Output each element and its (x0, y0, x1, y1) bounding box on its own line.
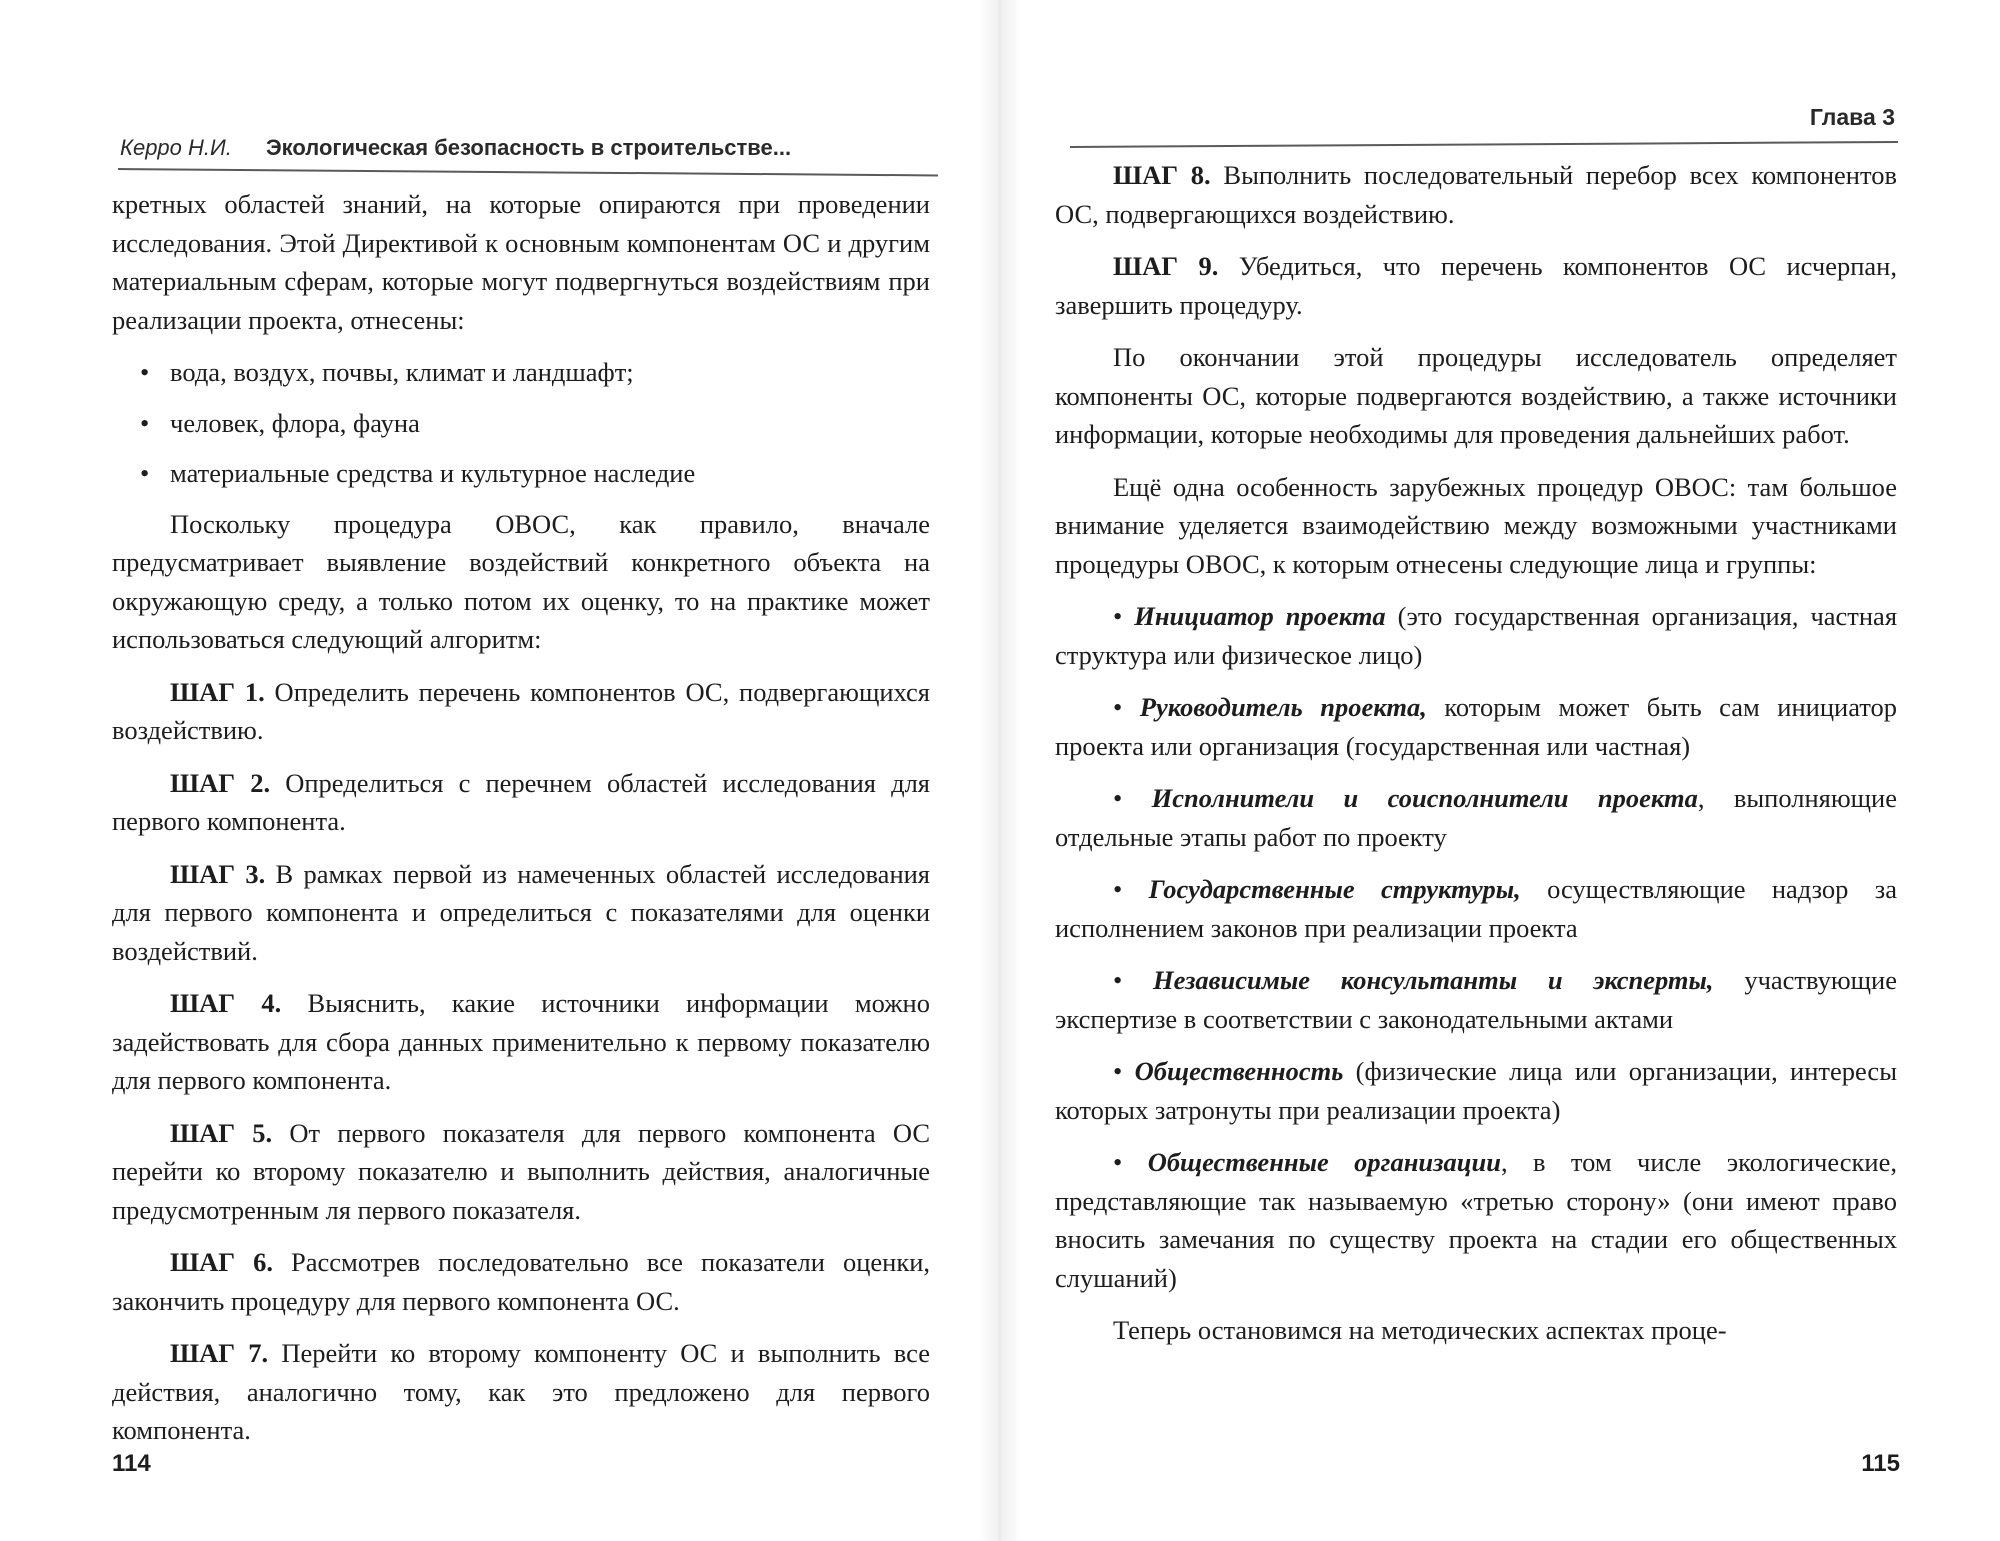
chapter-heading: Глава 3 (1809, 104, 1895, 130)
bullet-icon: • (1113, 874, 1123, 904)
step-5 (112, 1114, 930, 1230)
role-name: Независимые консультанты и эксперты, (1153, 965, 1714, 995)
algorithm-paragraph: Поскольку процедура ОВОС, как правило, вначале предусматривает выявление воздействий конкретного объекта на окружающую среду, а только потом их оценку, то на практике может использоваться следующий алгоритм: (112, 508, 930, 654)
closing-paragraph: Теперь остановимся на методических аспектах проце- (1113, 1315, 1727, 1345)
bullet-icon: • (1113, 692, 1123, 722)
components-list (112, 353, 930, 493)
list-item-text: материальные средства и культурное наследие (170, 458, 696, 488)
role-initiator (1055, 597, 1897, 674)
bullet-icon: • (1113, 601, 1123, 631)
bullet-icon: • (1113, 965, 1123, 995)
role-name: Исполнители и соисполнители проекта (1151, 783, 1698, 813)
step-text: Определиться с перечнем областей исследования для первого компонента. (112, 767, 930, 836)
role-name: Инициатор проекта (1134, 601, 1386, 631)
role-name: Общественность (1134, 1056, 1344, 1086)
step-text: Рассмотрев последовательно все показатели оценки, закончить процедуру для первого компонента ОС. (112, 1247, 930, 1316)
book-title: Экологическая безопасность в строительстве... (266, 135, 792, 160)
step-1 (112, 673, 930, 750)
step-text: Определить перечень компонентов ОС, подвергающихся воздействию. (112, 676, 930, 745)
role-manager (1055, 688, 1897, 765)
left-header-rule (118, 168, 938, 176)
page-number-right: 115 (1861, 1450, 1900, 1477)
step-text: Выполнить последовательный перебор всех компонентов ОС, подвергающихся воздействию. (1055, 160, 1897, 229)
step-7 (112, 1334, 930, 1450)
role-name: Руководитель проекта, (1139, 692, 1427, 722)
step-text: Перейти ко второму компоненту ОС и выполнить все действия, аналогично тому, как это предложено для первого компонента. (112, 1338, 930, 1445)
left-page (0, 0, 990, 1541)
role-text: (это государственная организация, частная структура или физическое лицо) (1055, 601, 1898, 670)
step-label: ШАГ 4. (170, 988, 282, 1018)
step-3 (112, 855, 930, 971)
step-label: ШАГ 5. (170, 1117, 273, 1148)
left-running-head (120, 135, 791, 161)
page-number-left: 114 (112, 1450, 151, 1477)
bullet-icon: • (1113, 1056, 1123, 1086)
step-8 (1055, 156, 1897, 233)
list-item (112, 404, 930, 443)
step-6 (112, 1243, 930, 1320)
participants-paragraph: Ещё одна особенность зарубежных процедур ОВОС: там большое внимание уделяется взаимодействию между возможными участниками процедуры ОВОС, к которым отнесены следующие лица и группы: (1055, 471, 1897, 579)
left-text-block (112, 185, 930, 1464)
step-text: В рамках первой из намеченных областей исследования для первого компонента и определиться с показателями для оценки воздействий. (112, 858, 930, 966)
list-item-text: человек, флора, фауна (170, 407, 420, 438)
step-label: ШАГ 7. (170, 1338, 269, 1368)
list-item-text: вода, воздух, почвы, климат и ландшафт; (170, 357, 634, 387)
step-label: ШАГ 1. (170, 676, 265, 707)
bullet-icon: • (1113, 1147, 1123, 1177)
list-item (112, 454, 930, 493)
right-text-block (1055, 156, 1897, 1364)
author-name: Керро Н.И. (120, 135, 232, 160)
role-text: , выполняющие отдельные этапы работ по проекту (1055, 783, 1897, 852)
step-label: ШАГ 3. (170, 858, 266, 889)
bullet-icon: • (140, 357, 150, 387)
list-item (112, 353, 930, 392)
role-text: , в том числе экологические, представляющие так называемую «третью сторону» (они имеют право вносить замечания по существу проекта на стадии его общественных слушаний) (1055, 1147, 1897, 1293)
role-name: Общественные организации (1147, 1147, 1501, 1177)
step-text: Убедиться, что перечень компонентов ОС исчерпан, завершить процедуру. (1055, 251, 1897, 320)
role-text: (физические лица или организации, интересы которых затронуты при реализации проекта) (1055, 1056, 1898, 1125)
role-executors (1055, 779, 1897, 856)
step-2 (112, 764, 930, 841)
result-paragraph: По окончании этой процедуры исследователь определяет компоненты ОС, которые подвергаются воздействию, а также источники информации, которые необходимы для проведения дальнейших работ. (1055, 342, 1897, 449)
step-label: ШАГ 9. (1113, 251, 1219, 281)
role-name: Государственные структуры, (1148, 874, 1521, 904)
step-text: Выяснить, какие источники информации можно задействовать для сбора данных применительно к первому показателю для первого компонента. (112, 988, 930, 1095)
bullet-icon: • (140, 407, 150, 438)
step-text: От первого показателя для первого компонента ОС перейти ко второму показателю и выполнить действия, аналогичные предусмотренным ля первого показателя. (112, 1117, 930, 1225)
role-text: участвующие экспертизе в соответствии с законодательными актами (1055, 965, 1898, 1034)
right-page (1000, 0, 2000, 1541)
step-label: ШАГ 2. (170, 767, 271, 798)
role-text: которым может быть сам инициатор проекта или организация (государственная или частная) (1055, 692, 1898, 761)
role-government (1055, 870, 1897, 947)
bullet-icon: • (1113, 783, 1123, 813)
role-public-organizations (1055, 1143, 1897, 1297)
role-text: осуществляющие надзор за исполнением законов при реализации проекта (1055, 874, 1897, 943)
bullet-icon: • (140, 458, 150, 488)
role-consultants (1055, 961, 1897, 1038)
role-public (1055, 1052, 1897, 1129)
right-header-rule (1070, 141, 1898, 148)
step-label: ШАГ 8. (1113, 160, 1211, 190)
step-label: ШАГ 6. (170, 1247, 273, 1277)
intro-paragraph: кретных областей знаний, на которые опираются при проведении исследования. Этой Директивой к основным компонентам ОС и другим материальным сферам, которые могут подвергнуться воздействиям при реализации проекта, отнесены: (112, 189, 930, 335)
step-4 (112, 984, 930, 1100)
step-9 (1055, 247, 1897, 324)
